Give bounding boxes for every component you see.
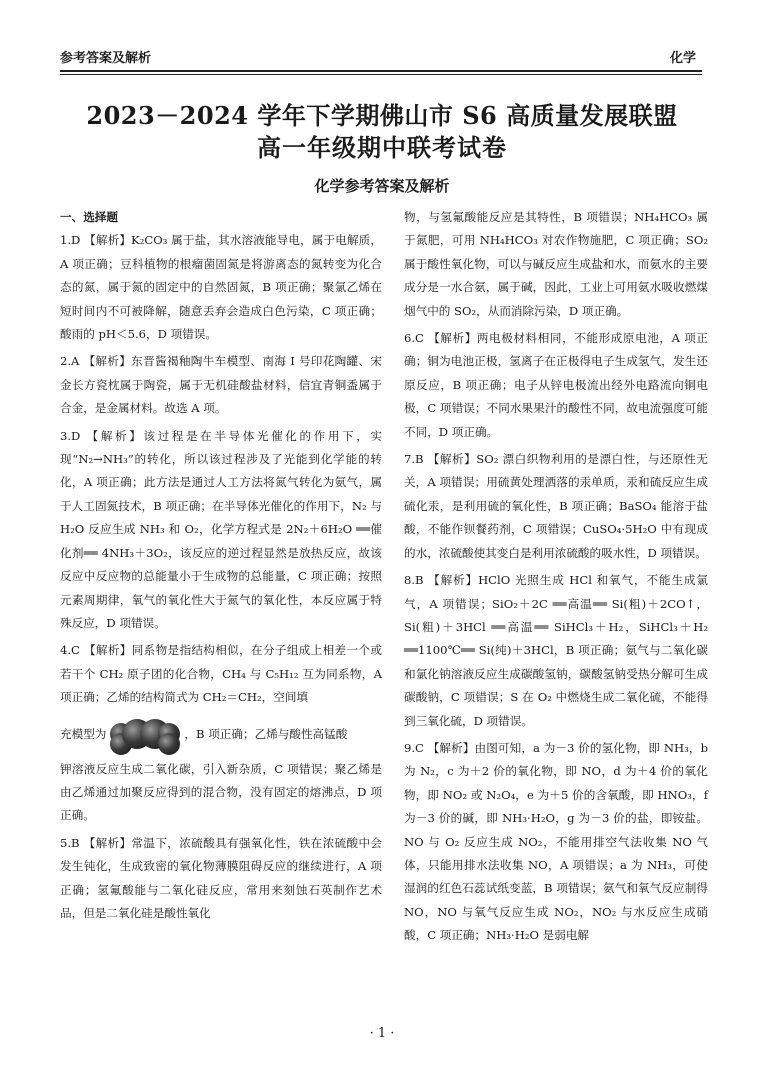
- left-column: [60, 206, 382, 929]
- answer-item-6: 6.C 【解析】两电极材料相同，不能形成原电池，A 项正确；铜为电池正极，氢离子在正极得电子生成氢气，发生还原反应，B 项正确；电子从锌电极流出经外电路流向铜电极，C 项错误；不同水果果汁的酸性不同，故电流强度可能不同，D 项正确。: [404, 331, 708, 439]
- header-left-label: 参考答案及解析: [60, 51, 152, 66]
- section-heading: 一、选择题: [60, 210, 118, 224]
- answer-item-7: 7.B 【解析】SO₂ 漂白织物利用的是漂白性，与还原性无关，A 项错误；用硫黄处理洒落的汞单质，汞和硫反应生成硫化汞，是利用硫的氧化性，B 项正确；BaSO₄ 能溶于盐酸，不能作钡餐药剂，C 项错误；CuSO₄·5H₂O 中有现成的水，浓硫酸使其变白是利用浓硫酸的吸水性，D 项错误。: [404, 452, 708, 560]
- answer-item-3: 3.D 【解析】该过程是在半导体光催化的作用下，实现“N₂→NH₃”的转化，所以该过程涉及了光能到化学能的转化，A 项正确；此方法是通过人工方法将氮气转化为氨气，属于人工固氮技术，B 项正确；在半导体光催化的作用下，N₂ 与 H₂O 反应生成 NH₃ 和 O₂，化学方程式是 2N₂＋6H₂O ══催化剂══ 4NH₃＋3O₂，该反应的逆过程显然是放热反应，故该反应中反应物的总能量小于生成物的总能量，C 项正确；按照元素周期律，氧气的氧化性大于氮气的氧化性，本反应属于特殊反应，D 项错误。: [60, 428, 382, 630]
- answer-item-1: 1.D 【解析】K₂CO₃ 属于盐，其水溶液能导电，属于电解质，A 项正确；豆科植物的根瘤菌固氮是将游离态的氮转变为化合态的氮，属于氮的固定中的自然固氮，B 项正确；聚氯乙烯在短时间内不可被降解，随意丢弃会造成白色污染，C 项正确；酸雨的 pH＜5.6，D 项错误。: [60, 233, 382, 342]
- answer-item-4: 4.C 【解析】同系物是指结构相似，在分子组成上相差一个或若干个 CH₂ 原子团的化合物，CH₄ 与 C₅H₁₂ 互为同系物，A 项正确；乙烯的结构简式为 CH₂＝CH₂，空间填: [60, 643, 382, 705]
- model-prefix-text: 充模型为: [60, 726, 107, 741]
- header-subject-label: 化学: [669, 51, 696, 66]
- header-divider-thin: [60, 74, 702, 75]
- answer-item-9: 9.C 【解析】由图可知，a 为－3 价的氢化物，即 NH₃，b 为 N₂，c 为＋2 价的氧化物，即 NO，d 为＋4 价的氧化物，即 NO₂ 或 N₂O₄，e 为＋5 价的含氧酸，即 HNO₃，f 为－3 价的碱，即 NH₃·H₂O，g 为－3 价的盐，即铵盐。NO 与 O₂ 反应生成 NO₂，不能用排空气法收集 NO 气体，只能用排水法收集 NO，A 项错误；a 为 NH₃，可使湿润的红色石蕊试纸变蓝，B 项错误；氨气和氧气反应制得 NO，NO 与氧气反应生成 NO₂，NO₂ 与水反应生成硝酸，C 项正确；NH₃·H₂O 是弱电解: [404, 740, 708, 943]
- answer-item-2: 2.A 【解析】东晋酱褐釉陶牛车模型、南海 I 号印花陶罐、宋金长方瓷枕属于陶瓷，属于无机硅酸盐材料，信宜青铜盉属于合金，是金属材料。故选 A 项。: [60, 354, 382, 416]
- answer-item-5: 5.B 【解析】常温下，浓硫酸具有强氧化性，铁在浓硫酸中会发生钝化，生成致密的氧化物薄膜阻碍反应的继续进行，A 项正确；氢氟酸能与二氧化硅反应，常用来刻蚀石英制作艺术品，但是二氧化硅是酸性氧化: [60, 835, 382, 920]
- document-subtitle: 化学参考答案及解析: [314, 177, 450, 195]
- document-title: 2023－2024 学年下学期佛山市 S6 高质量发展联盟: [86, 101, 678, 130]
- answer-item-5-continued: 物，与氢氟酸能反应是其特性，B 项错误；NH₄HCO₃ 属于氮肥，可用 NH₄HCO₃ 对农作物施肥，C 项正确；SO₂ 属于酸性氧化物，可以与碱反应生成盐和水，而氨水的主要成分是一水合氨，属于碱，因此，工业上可用氨水吸收燃煤烟气中的 SO₂，从而消除污染，D 项正确。: [404, 210, 708, 318]
- answer-item-8: 8.B 【解析】HClO 光照生成 HCl 和氧气，不能生成氯气，A 项错误；SiO₂＋2C ══高温══ Si(粗)＋2CO↑，Si(粗)＋3HCl ══高温══ SiHCl₃＋H₂，SiHCl₃＋H₂ ══1100℃══ Si(纯)＋3HCl，B 项正确；氨气与二氧化碳和氯化钠溶液反应生成碳酸氢钠，碳酸氢钠受热分解可生成碳酸钠，C 项错误；S 在 O₂ 中燃烧生成二氧化硫，不能得到三氧化硫，D 项错误。: [404, 573, 708, 728]
- header-divider: [60, 70, 702, 72]
- space-filling-model-row: [60, 710, 382, 758]
- page-number: · 1 ·: [369, 1026, 395, 1041]
- answer-item-4-continued: 钾溶液反应生成二氧化碳，引入新杂质，C 项错误；聚乙烯是由乙烯通过加聚反应得到的混合物，没有固定的熔沸点，D 项正确。: [60, 761, 382, 823]
- document-title-line2: 高一年级期中联考试卷: [257, 133, 507, 162]
- ethylene-space-filling-model-image: [110, 715, 180, 755]
- right-column: [404, 206, 708, 952]
- model-suffix-text: ，B 项正确；乙烯与酸性高锰酸: [184, 726, 348, 741]
